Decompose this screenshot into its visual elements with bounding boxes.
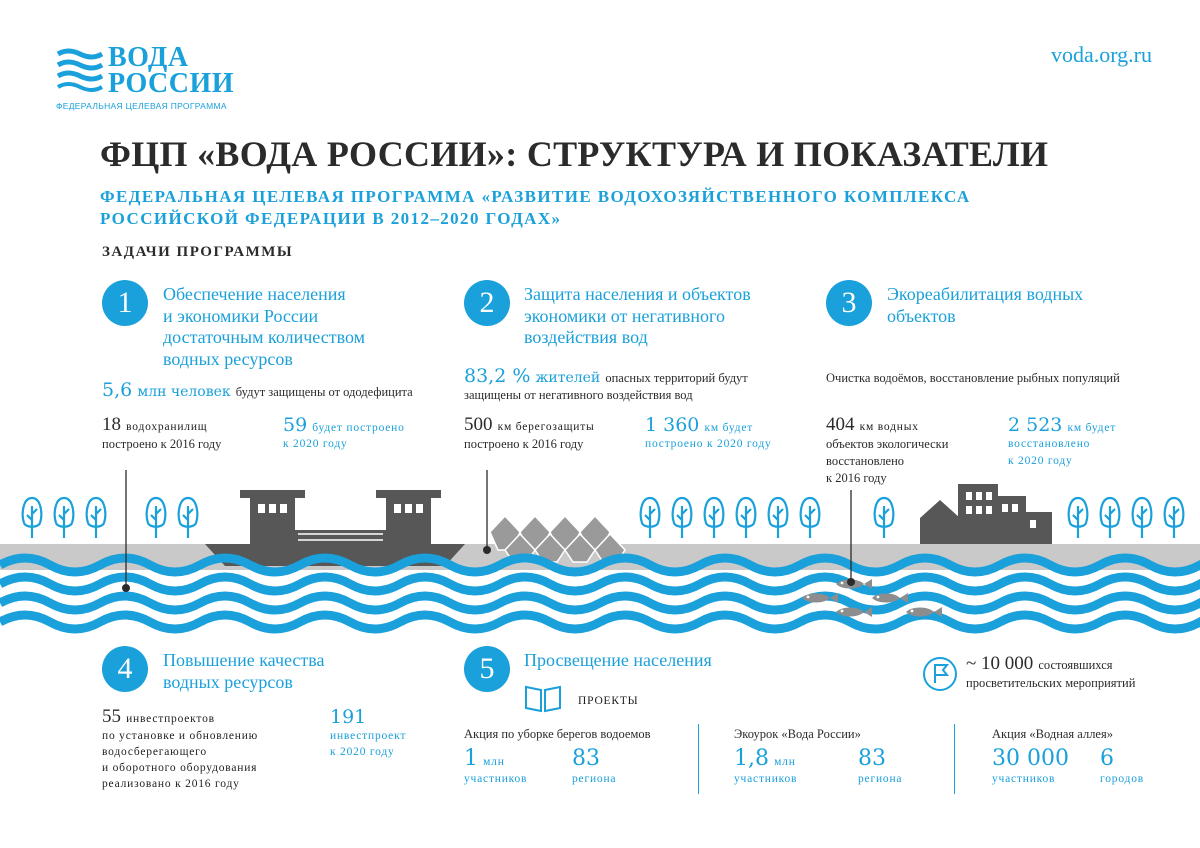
project-participants [464,746,527,787]
task4-stat2 [330,706,406,760]
task3-stat2 [1008,414,1116,470]
project-regions [1100,746,1144,787]
logo [56,44,246,114]
task1-title-line: достаточным количеством [163,327,366,347]
project-name: Акция «Водная аллея» [992,727,1113,741]
events-value: ~ 10 000 [966,653,1034,674]
project-regions [572,746,616,787]
task2-stat1-label: км берегозащиты [497,421,595,433]
task3-number: 3 [826,280,872,326]
section-title: ЗАДАЧИ ПРОГРАММЫ [102,244,294,260]
task2-title [524,284,751,349]
project-v1: 1,8 [734,746,769,771]
task4-number: 4 [102,646,148,692]
factory-icon [920,484,1052,544]
task3-stat1-line: к 2016 году [826,471,887,485]
events-stat [966,653,1135,691]
task2-highlight-unit: жителей [535,370,601,386]
project-name: Экоурок «Вода России» [734,727,861,741]
task2-stat1-text: построено к 2016 году [464,437,584,451]
task3-title-line: объектов [887,305,956,326]
task2-number: 2 [464,280,510,326]
task1-title-line: водных ресурсов [163,348,293,369]
task4-stat2-value: 191 [330,706,367,728]
task1-highlight-text: будут защищены от ододефицита [235,385,413,399]
project-l2: городов [1100,773,1144,785]
task2-stat2-text: построено к 2020 году [645,438,772,450]
page-title: ФЦП «ВОДА РОССИИ»: СТРУКТУРА И ПОКАЗАТЕЛИ [100,134,1049,174]
task1-title-line: Обеспечение населения [163,284,346,304]
projects-label: ПРОЕКТЫ [578,695,639,707]
task4-stat2-line: к 2020 году [330,746,395,758]
task3-stat1-line: объектов экологически [826,437,949,451]
task3-stat2-line: восстановлено [1008,438,1091,450]
task3-stat1-value: 404 [826,414,855,435]
task1-stat1-text: построено к 2016 году [102,437,222,451]
subtitle-line1: ФЕДЕРАЛЬНАЯ ЦЕЛЕВАЯ ПРОГРАММА «РАЗВИТИЕ ВОДОХОЗЯЙСТВЕННОГО КОМПЛЕКСА [100,187,971,206]
task5-number: 5 [464,646,510,692]
breakwater-icon [490,516,625,562]
task2-highlight [464,365,748,403]
project-l1: участников [464,773,528,785]
task5-title: Просвещение населения [524,650,712,670]
project-u1: млн [483,756,505,768]
task3-stat2-value: 2 523 [1008,414,1063,436]
subtitle [100,186,971,230]
logo-line1: ВОДА [108,42,189,73]
task2-title-line: экономики от негативного [524,305,725,326]
task2-title-line: Защита населения и объектов [524,284,751,304]
project-participants [734,746,797,787]
project-card [464,726,714,785]
pointer-dot [483,546,491,554]
divider [698,724,699,794]
task1-stat1-value: 18 [102,414,121,435]
task4-stat1-value: 55 [102,706,121,727]
divider [954,724,955,794]
project-l2: региона [572,773,617,785]
task4-stat1-line: водосберегающего [102,746,207,758]
task4-title-line: Повышение качества [163,650,325,670]
project-participants [992,746,1069,787]
task3-stat1-label: км водных [859,421,919,433]
project-v1: 30 000 [992,746,1069,771]
project-name: Акция по уборке берегов водоемов [464,727,651,741]
project-l2: региона [858,773,903,785]
logo-line2: РОССИИ [108,68,235,99]
subtitle-line2: РОССИЙСКОЙ ФЕДЕРАЦИИ В 2012–2020 ГОДАХ» [100,209,562,228]
task2-highlight-value: 83,2 % [464,365,531,387]
task4-stat1-line: и оборотного оборудования [102,762,258,774]
task3-title [887,284,1083,327]
task1-highlight-unit: млн человек [137,384,231,400]
task4-stat2-line: инвестпроект [330,730,407,742]
task3-stat2-line: к 2020 году [1008,455,1073,467]
task2-stat2-label: км будет [704,422,754,434]
task2-stat2-value: 1 360 [645,414,700,436]
pointer-dot [847,578,855,586]
project-l1: участников [734,773,798,785]
task2-stat2 [645,414,772,452]
task1-stat2-label: будет построено [312,422,405,434]
task2-highlight-text2: защищены от негативного воздействия вод [464,388,693,402]
task1-stat1 [102,414,221,452]
task1-title [163,284,365,370]
landscape-illustration [0,470,1200,650]
events-text: просветительских мероприятий [966,676,1136,690]
task3-stat2-label: км будет [1067,422,1117,434]
project-l1: участников [992,773,1056,785]
task4-title [163,650,325,693]
pointer-dot [122,584,130,592]
project-v2: 83 [572,746,600,771]
project-v2: 6 [1100,746,1114,771]
task1-highlight [102,379,413,401]
project-v2: 83 [858,746,886,771]
task4-stat1-label: инвестпроектов [126,713,215,725]
task1-stat2-text: к 2020 году [283,438,348,450]
task3-highlight: Очистка водоёмов, восстановление рыбных популяций [826,371,1120,385]
task4-stat1-line: реализовано к 2016 году [102,778,240,790]
task2-highlight-text: опасных территорий будут [605,371,748,385]
project-regions [858,746,902,787]
task3-stat1-line: восстановлено [826,454,905,468]
task3-title-line: Экореабилитация водных [887,284,1084,304]
task1-stat1-label: водохранилищ [126,421,208,433]
task1-title-line: и экономики России [163,305,319,326]
logo-waves-icon [56,46,104,92]
flag-icon [922,656,958,692]
task1-stat2-value: 59 [283,414,308,436]
task1-number: 1 [102,280,148,326]
events-label: состоявшихся [1038,658,1113,672]
project-v1: 1 [464,746,478,771]
task4-stat1-line: по установке и обновлению [102,730,259,742]
task2-stat1-value: 500 [464,414,493,435]
task2-stat1 [464,414,595,452]
book-icon [524,684,562,714]
task1-stat2 [283,414,405,452]
project-u1: млн [774,756,796,768]
project-card [734,726,944,785]
task2-title-line: воздействия вод [524,327,648,347]
logo-subtitle: ФЕДЕРАЛЬНАЯ ЦЕЛЕВАЯ ПРОГРАММА [56,101,227,111]
task1-highlight-value: 5,6 [102,379,133,401]
website-link[interactable]: voda.org.ru [1050,42,1152,67]
task4-title-line: водных ресурсов [163,671,293,692]
task4-stat1 [102,706,258,792]
project-card [992,726,1182,785]
